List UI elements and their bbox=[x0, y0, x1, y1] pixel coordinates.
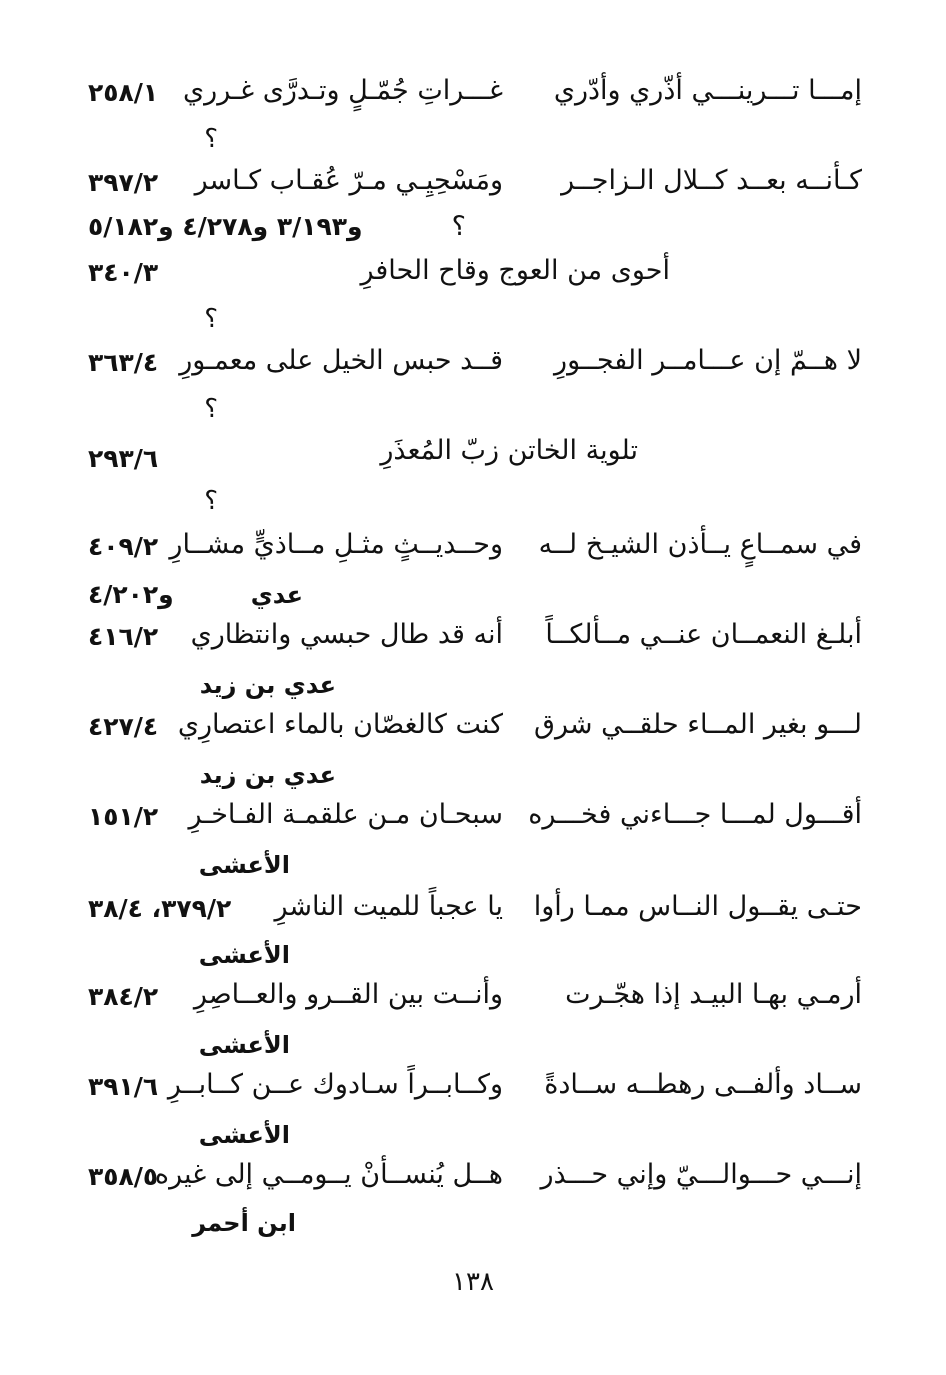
additional-references: و٣/١٩٣ و٤/٢٧٨ و٥/١٨٢ bbox=[88, 212, 363, 241]
volume-page-reference: ٣٤٠/٣ bbox=[88, 258, 159, 287]
volume-page-reference: ٣٩١/٦ bbox=[88, 1072, 159, 1101]
verse-hemistich-2: أنه قد طال حبسي وانتظاري bbox=[190, 619, 503, 650]
verse-hemistich-1: إنـــي حـــوالـــيّ وإني حـــذر bbox=[540, 1159, 862, 1190]
volume-page-reference: ٣٧٩/٢، ٣٨/٤ bbox=[88, 894, 232, 923]
unknown-poet-mark: ؟ bbox=[204, 304, 218, 334]
verse-hemistich-2: وكــابــراً سـادوك عــن كــابــرِ bbox=[167, 1069, 503, 1100]
verse-hemistich-1: في سمــاعٍ يــأذن الشيـخ لــه bbox=[538, 529, 862, 560]
additional-references: و٤/٢٠٢ bbox=[88, 580, 174, 609]
verse-hemistich-1: ســاد وألفــى رهطــه ســادةً bbox=[544, 1069, 862, 1100]
volume-page-reference: ٣٨٤/٢ bbox=[88, 982, 159, 1011]
verse-hemistich-1: كـأنــه بعــد كــلال الـزاجــر bbox=[561, 165, 862, 196]
poet-name: عدي bbox=[250, 581, 303, 609]
verse-hemistich-2: هــل يُنســأنْ يــومــي إلى غيره bbox=[154, 1159, 503, 1190]
unknown-poet-mark: ؟ bbox=[451, 211, 466, 242]
poet-name: الأعشى bbox=[198, 1031, 290, 1059]
poet-name: عدي بن زيد bbox=[199, 761, 336, 789]
verse-hemistich-1: لـــو بغير المــاء حلقــي شرق bbox=[534, 709, 862, 740]
volume-page-reference: ٤٢٧/٤ bbox=[88, 712, 159, 741]
verse-hemistich-2: غـــراتِ جُمّـلٍ وتـدرَّى غـرري bbox=[183, 75, 503, 106]
volume-page-reference: ١٥١/٢ bbox=[88, 802, 159, 831]
verse-hemistich-2: وحــديــثٍ مثـلِ مــاذيٍّ مشــارِ bbox=[169, 529, 503, 560]
verse-hemistich-2: سبحـان مـن علقمـة الفـاخـرِ bbox=[188, 799, 503, 830]
volume-page-reference: ٢٩٣/٦ bbox=[88, 444, 159, 473]
verse-hemistich-2: قــد حبس الخيل على معمـورِ bbox=[179, 345, 503, 376]
page-number: ١٣٨ bbox=[452, 1267, 494, 1297]
volume-page-reference: ٣٩٧/٢ bbox=[88, 168, 159, 197]
unknown-poet-mark: ؟ bbox=[204, 394, 218, 424]
verse-hemistich-2: وأنــت بين القــرو والعــاصِرِ bbox=[193, 979, 503, 1010]
unknown-poet-mark: ؟ bbox=[204, 486, 218, 516]
poet-name: الأعشى bbox=[198, 851, 290, 879]
verse-hemistich-2: يا عجباً للميت الناشرِ bbox=[274, 891, 503, 922]
verse-single-line: أحوى من العوج وقاح الحافرِ bbox=[360, 255, 670, 286]
verse-hemistich-1: أرمـي بهـا البيـد إذا هجّـرت bbox=[565, 979, 862, 1010]
verse-hemistich-1: أبلـغ النعمــان عنــي مــألكــاً bbox=[545, 619, 862, 650]
volume-page-reference: ٣٥٨/٥ bbox=[88, 1162, 159, 1191]
poet-name: الأعشى bbox=[198, 941, 290, 969]
volume-page-reference: ٤٠٩/٢ bbox=[88, 532, 159, 561]
verse-single-line: تلوية الخاتن زبّ المُعذَرِ bbox=[380, 435, 638, 466]
poet-name: عدي بن زيد bbox=[199, 671, 336, 699]
poet-name: ابن أحمر bbox=[192, 1209, 296, 1237]
verse-hemistich-2: ومَسْحِيِـي مـرّ عُقـاب كـاسر bbox=[194, 165, 503, 196]
volume-page-reference: ٣٦٣/٤ bbox=[88, 348, 159, 377]
volume-page-reference: ٢٥٨/١ bbox=[88, 78, 159, 107]
verse-hemistich-1: حتـى يقــول النــاس ممـا رأوا bbox=[533, 891, 862, 922]
verse-hemistich-1: إمـــا تـــرينـــي أذّري وأدّري bbox=[553, 75, 862, 106]
unknown-poet-mark: ؟ bbox=[204, 124, 218, 154]
verse-hemistich-2: كنت كالغصّان بالماء اعتصارِي bbox=[177, 709, 503, 740]
verse-hemistich-1: أقـــول لمـــا جـــاءني فخـــره bbox=[528, 799, 862, 830]
poet-name: الأعشى bbox=[198, 1121, 290, 1149]
volume-page-reference: ٤١٦/٢ bbox=[88, 622, 159, 651]
verse-hemistich-1: لا هــمّ إن عـــامــر الفجــورِ bbox=[554, 345, 862, 376]
